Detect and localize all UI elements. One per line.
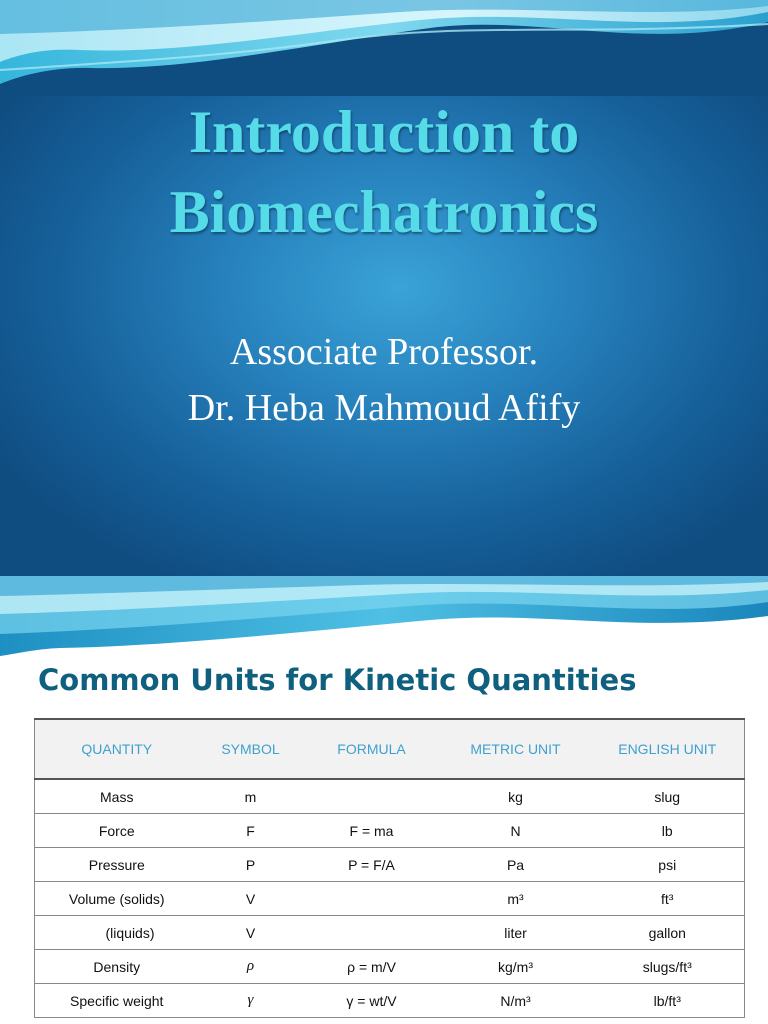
slide-title <box>0 92 768 252</box>
slide-heading: Common Units for Kinetic Quantities <box>38 663 637 697</box>
english-unit-cell: slug <box>591 779 745 814</box>
metric-unit-cell: N/m³ <box>441 984 591 1018</box>
table-header-row <box>35 719 745 779</box>
formula-cell: ρ = m/V <box>303 950 441 984</box>
english-unit-cell: gallon <box>591 916 745 950</box>
symbol-cell: ρ <box>199 950 303 984</box>
english-unit-cell: psi <box>591 848 745 882</box>
quantity-cell: Density <box>35 950 199 984</box>
subtitle-line-1: Associate Professor. <box>229 331 539 373</box>
english-unit-cell: lb/ft³ <box>591 984 745 1018</box>
table-row <box>35 848 745 882</box>
formula-cell <box>303 882 441 916</box>
table-row <box>35 984 745 1018</box>
column-header: SYMBOL <box>199 719 303 779</box>
symbol-cell: V <box>199 916 303 950</box>
table-row <box>35 950 745 984</box>
wave-banner <box>0 576 768 656</box>
symbol-cell: V <box>199 882 303 916</box>
table-row <box>35 814 745 848</box>
title-line-2: Biomechatronics <box>169 179 599 245</box>
quantity-cell: Specific weight <box>35 984 199 1018</box>
metric-unit-cell: kg/m³ <box>441 950 591 984</box>
table-row <box>35 882 745 916</box>
formula-cell <box>303 779 441 814</box>
symbol-cell: γ <box>199 984 303 1018</box>
quantity-cell: Volume (solids) <box>35 882 199 916</box>
column-header: ENGLISH UNIT <box>591 719 745 779</box>
metric-unit-cell: kg <box>441 779 591 814</box>
formula-cell <box>303 916 441 950</box>
column-header: QUANTITY <box>35 719 199 779</box>
symbol-cell: P <box>199 848 303 882</box>
quantity-cell: Force <box>35 814 199 848</box>
title-line-1: Introduction to <box>188 99 580 165</box>
units-table <box>34 718 745 1018</box>
formula-cell: F = ma <box>303 814 441 848</box>
slide-subtitle <box>0 324 768 436</box>
formula-cell: γ = wt/V <box>303 984 441 1018</box>
column-header: METRIC UNIT <box>441 719 591 779</box>
quantity-cell: Mass <box>35 779 199 814</box>
wave-banner <box>0 0 768 96</box>
formula-cell: P = F/A <box>303 848 441 882</box>
english-unit-cell: slugs/ft³ <box>591 950 745 984</box>
metric-unit-cell: liter <box>441 916 591 950</box>
subtitle-line-2: Dr. Heba Mahmoud Afify <box>187 387 581 429</box>
metric-unit-cell: m³ <box>441 882 591 916</box>
symbol-cell: m <box>199 779 303 814</box>
english-unit-cell: lb <box>591 814 745 848</box>
quantity-cell: Pressure <box>35 848 199 882</box>
units-slide <box>0 576 768 1024</box>
table-row <box>35 779 745 814</box>
table-row <box>35 916 745 950</box>
metric-unit-cell: Pa <box>441 848 591 882</box>
symbol-cell: F <box>199 814 303 848</box>
column-header: FORMULA <box>303 719 441 779</box>
quantity-cell: (liquids) <box>35 916 199 950</box>
metric-unit-cell: N <box>441 814 591 848</box>
english-unit-cell: ft³ <box>591 882 745 916</box>
